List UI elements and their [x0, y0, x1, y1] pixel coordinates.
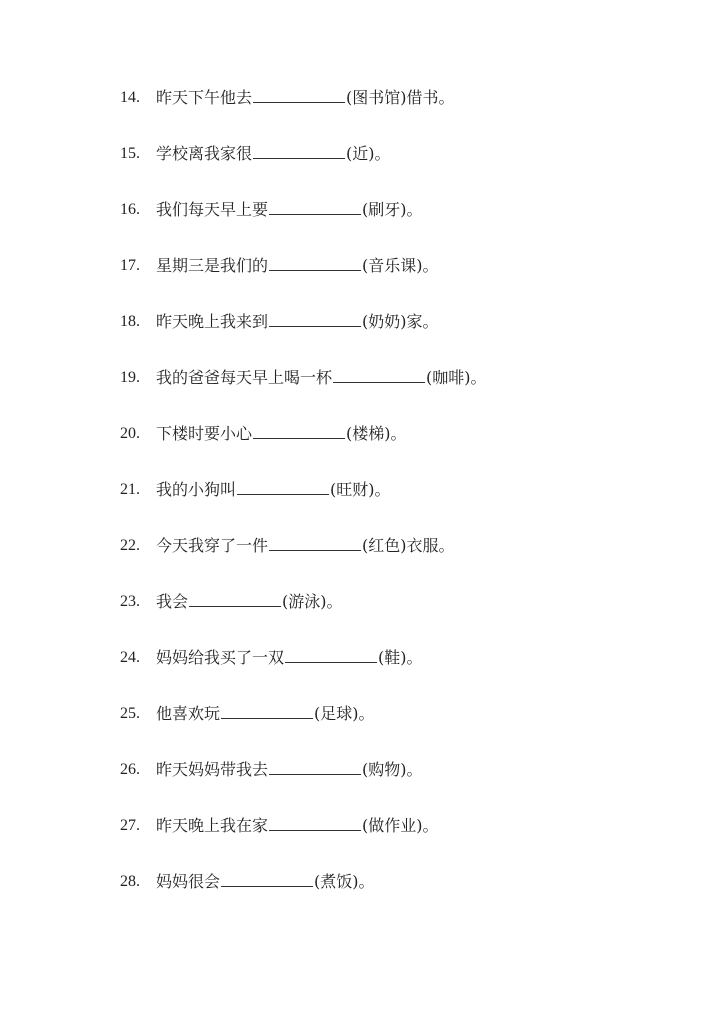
item-number: 17.: [120, 257, 140, 274]
item-number: 22.: [120, 537, 140, 554]
sentence-end: 。: [358, 704, 375, 723]
sentence-start: 我会: [156, 592, 189, 611]
answer-blank[interactable]: [237, 478, 329, 495]
item-sentence: [156, 814, 439, 838]
sentence-start: 昨天晚上我来到: [156, 312, 269, 331]
exercise-item: [120, 142, 487, 198]
sentence-end: 家。: [406, 312, 439, 331]
hint-text: (图书馆): [346, 88, 407, 107]
item-number: 15.: [120, 145, 140, 162]
sentence-end: 。: [406, 200, 423, 219]
sentence-start: 妈妈很会: [156, 872, 221, 891]
answer-blank[interactable]: [253, 142, 345, 159]
hint-text: (游泳): [282, 592, 327, 611]
exercise-list: [120, 86, 487, 926]
item-sentence: [156, 366, 487, 390]
sentence-start: 星期三是我们的: [156, 256, 269, 275]
sentence-end: 。: [422, 816, 439, 835]
answer-blank[interactable]: [253, 86, 345, 103]
answer-blank[interactable]: [269, 758, 361, 775]
sentence-end: 。: [470, 368, 487, 387]
sentence-start: 我的小狗叫: [156, 480, 237, 499]
item-number: 21.: [120, 481, 140, 498]
item-number: 27.: [120, 817, 140, 834]
exercise-item: [120, 310, 487, 366]
item-sentence: [156, 702, 375, 726]
item-sentence: [156, 534, 455, 558]
exercise-item: [120, 758, 487, 814]
sentence-end: 。: [422, 256, 439, 275]
answer-blank[interactable]: [333, 366, 425, 383]
item-sentence: [156, 590, 343, 614]
answer-blank[interactable]: [269, 534, 361, 551]
exercise-item: [120, 86, 487, 142]
sentence-start: 妈妈给我买了一双: [156, 648, 285, 667]
sentence-end: 。: [374, 144, 391, 163]
sentence-start: 我们每天早上要: [156, 200, 269, 219]
hint-text: (旺财): [330, 480, 375, 499]
item-number: 16.: [120, 201, 140, 218]
exercise-item: [120, 254, 487, 310]
item-number: 23.: [120, 593, 140, 610]
item-sentence: [156, 142, 391, 166]
exercise-item: [120, 702, 487, 758]
sentence-end: 。: [374, 480, 391, 499]
hint-text: (楼梯): [346, 424, 391, 443]
exercise-item: [120, 590, 487, 646]
item-sentence: [156, 422, 407, 446]
exercise-item: [120, 646, 487, 702]
sentence-end: 。: [406, 760, 423, 779]
exercise-item: [120, 478, 487, 534]
sentence-end: 。: [358, 872, 375, 891]
hint-text: (煮饭): [314, 872, 359, 891]
answer-blank[interactable]: [189, 590, 281, 607]
exercise-item: [120, 422, 487, 478]
hint-text: (红色): [362, 536, 407, 555]
exercise-item: [120, 534, 487, 590]
item-sentence: [156, 870, 375, 894]
sentence-start: 昨天晚上我在家: [156, 816, 269, 835]
sentence-start: 今天我穿了一件: [156, 536, 269, 555]
item-sentence: [156, 310, 439, 334]
item-sentence: [156, 478, 391, 502]
item-number: 28.: [120, 873, 140, 890]
sentence-end: 。: [406, 648, 423, 667]
answer-blank[interactable]: [253, 422, 345, 439]
hint-text: (咖啡): [426, 368, 471, 387]
sentence-end: 借书。: [406, 88, 455, 107]
sentence-end: 。: [326, 592, 343, 611]
item-sentence: [156, 646, 423, 670]
item-number: 14.: [120, 89, 140, 106]
exercise-item: [120, 198, 487, 254]
sentence-start: 下楼时要小心: [156, 424, 253, 443]
item-number: 24.: [120, 649, 140, 666]
answer-blank[interactable]: [221, 702, 313, 719]
item-number: 25.: [120, 705, 140, 722]
item-number: 20.: [120, 425, 140, 442]
sentence-start: 昨天下午他去: [156, 88, 253, 107]
sentence-start: 他喜欢玩: [156, 704, 221, 723]
hint-text: (近): [346, 144, 375, 163]
hint-text: (刷牙): [362, 200, 407, 219]
hint-text: (音乐课): [362, 256, 423, 275]
hint-text: (鞋): [378, 648, 407, 667]
answer-blank[interactable]: [269, 814, 361, 831]
item-sentence: [156, 254, 439, 278]
answer-blank[interactable]: [221, 870, 313, 887]
answer-blank[interactable]: [269, 198, 361, 215]
answer-blank[interactable]: [269, 254, 361, 271]
item-sentence: [156, 86, 455, 110]
item-sentence: [156, 198, 423, 222]
answer-blank[interactable]: [285, 646, 377, 663]
sentence-start: 学校离我家很: [156, 144, 253, 163]
item-number: 18.: [120, 313, 140, 330]
sentence-start: 我的爸爸每天早上喝一杯: [156, 368, 333, 387]
sentence-end: 衣服。: [406, 536, 455, 555]
hint-text: (奶奶): [362, 312, 407, 331]
exercise-item: [120, 870, 487, 926]
item-sentence: [156, 758, 423, 782]
exercise-item: [120, 814, 487, 870]
item-number: 26.: [120, 761, 140, 778]
sentence-end: 。: [390, 424, 407, 443]
exercise-item: [120, 366, 487, 422]
hint-text: (做作业): [362, 816, 423, 835]
item-number: 19.: [120, 369, 140, 386]
sentence-start: 昨天妈妈带我去: [156, 760, 269, 779]
hint-text: (足球): [314, 704, 359, 723]
hint-text: (购物): [362, 760, 407, 779]
answer-blank[interactable]: [269, 310, 361, 327]
